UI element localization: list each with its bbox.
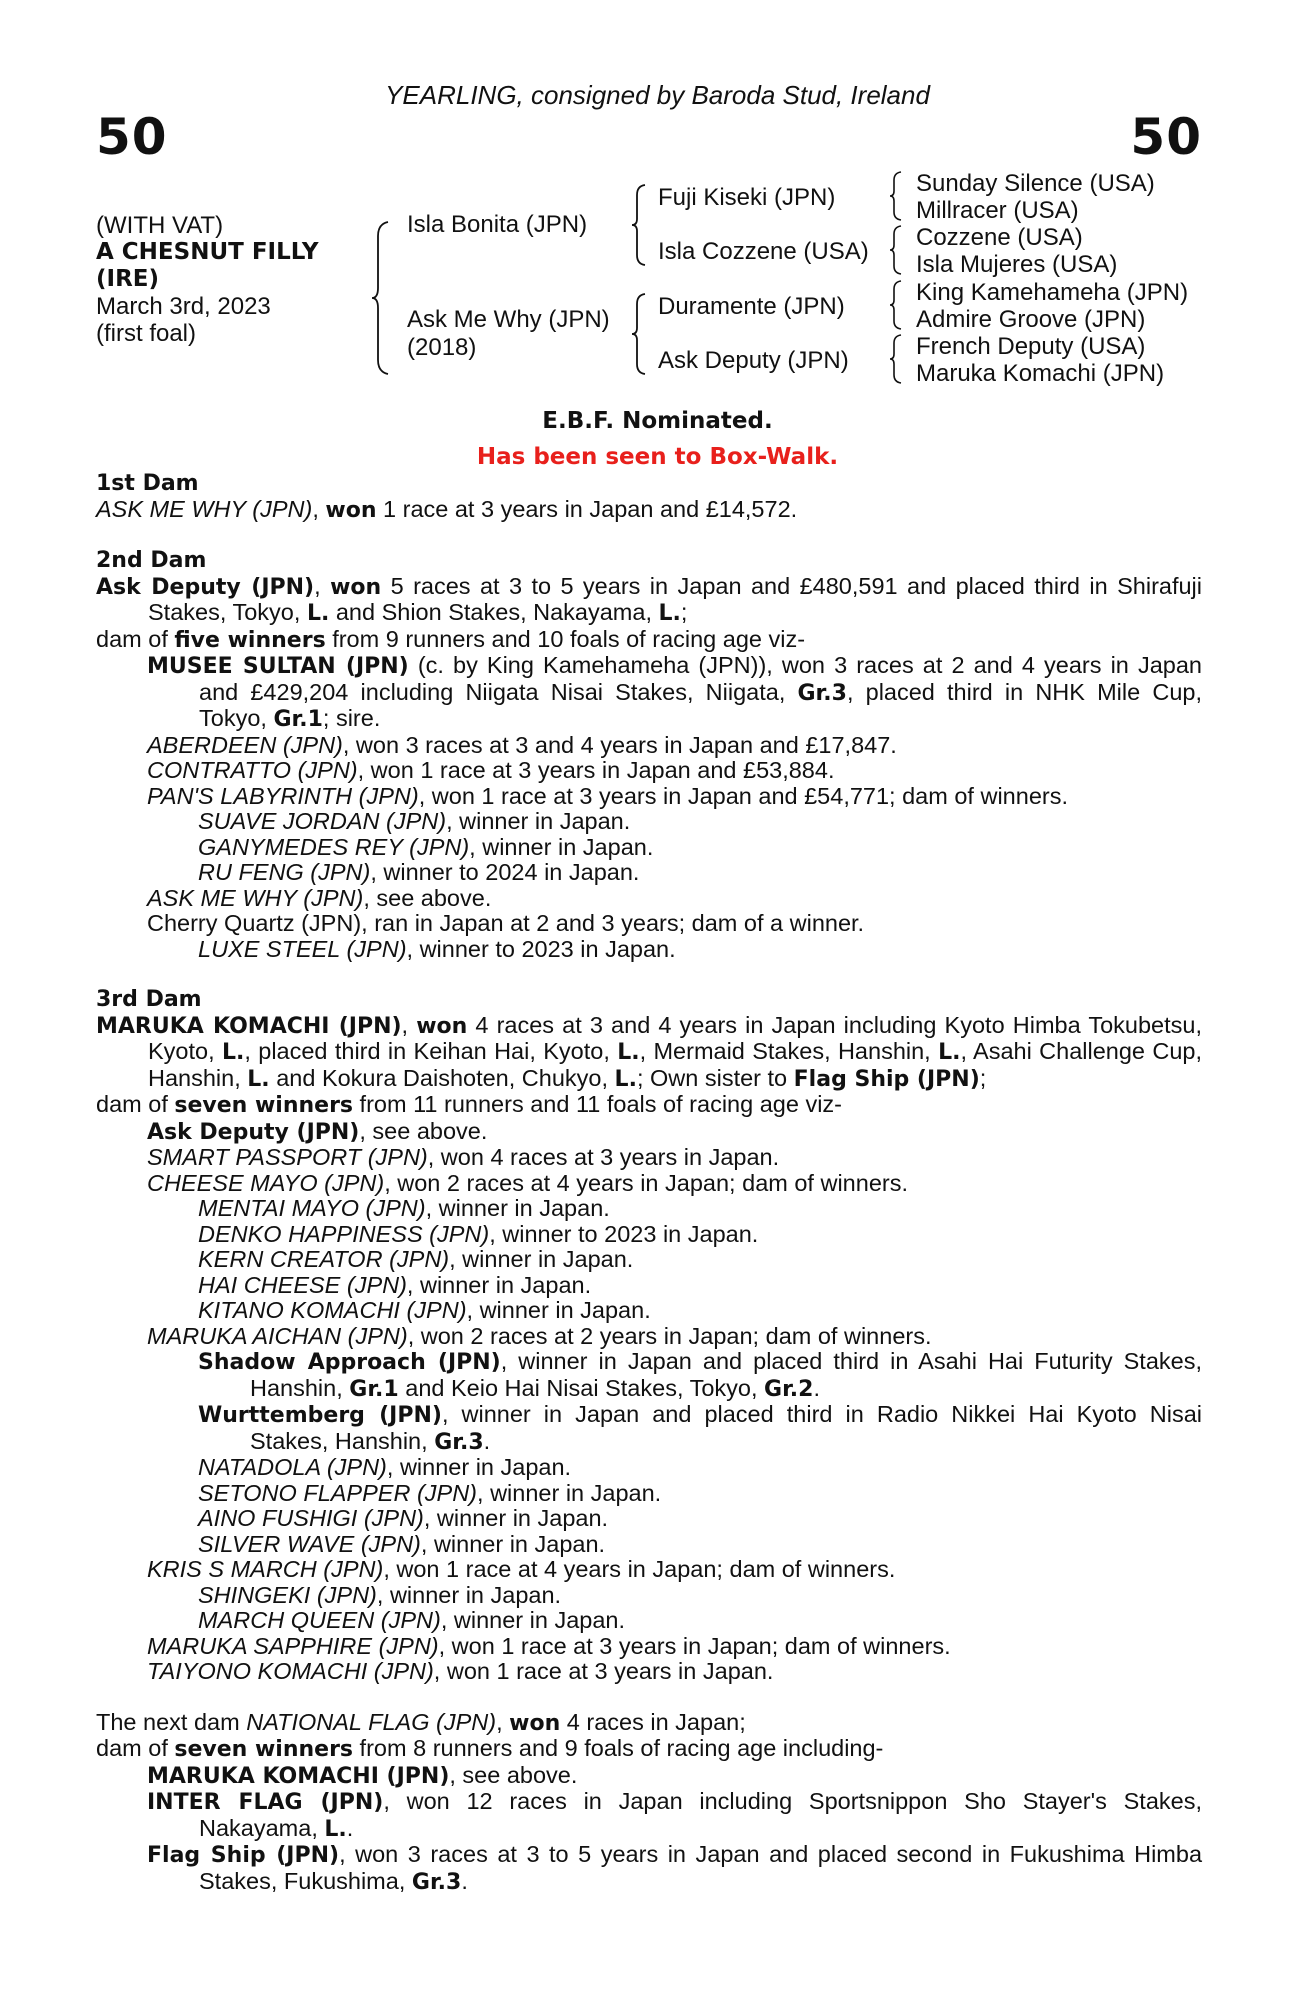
- pedigree-bracket-g3-2: [888, 224, 904, 276]
- list-item: MARUKA KOMACHI (JPN), see above.: [147, 1761, 578, 1789]
- pedigree-bracket-main: [370, 218, 392, 378]
- ebf-notice: E.B.F. Nominated.: [542, 408, 773, 434]
- list-item: DENKO HAPPINESS (JPN), winner to 2023 in Japan.: [198, 1220, 759, 1247]
- list-item: PAN'S LABYRINTH (JPN), won 1 race at 3 years in Japan and £54,771; dam of winners.: [147, 782, 1068, 809]
- list-item: HAI CHEESE (JPN), winner in Japan.: [198, 1271, 592, 1298]
- third-dam-heading: 3rd Dam: [96, 987, 202, 1012]
- list-item: TAIYONO KOMACHI (JPN), won 1 race at 3 years in Japan.: [147, 1658, 774, 1684]
- list-item: MARCH QUEEN (JPN), winner in Japan.: [198, 1607, 626, 1633]
- pedigree-dam-year: (2018): [407, 334, 477, 361]
- list-item: NATADOLA (JPN), winner in Japan.: [198, 1454, 572, 1480]
- second-dam-heading: 2nd Dam: [96, 548, 207, 573]
- next-dam-produce-summary: dam of seven winners from 8 runners and 9 foals of racing age including-: [96, 1735, 884, 1762]
- third-dam-entry: MARUKA KOMACHI (JPN), won 4 races at 3 and 4 years in Japan including Kyoto Himba Tokubetsu, Kyoto, L., placed third in Keihan Hai, Kyoto, L., Mermaid Stakes, Hanshin, L., Asahi Challenge Cup, Hanshin, L. and Kokura Daishoten, Chukyo, L.; Own sister to Flag Ship (JPN);: [96, 1011, 1202, 1092]
- foaling-date: March 3rd, 2023: [96, 293, 271, 320]
- list-item: MARUKA SAPPHIRE (JPN), won 1 race at 3 years in Japan; dam of winners.: [147, 1632, 951, 1659]
- list-item: Cherry Quartz (JPN), ran in Japan at 2 and 3 years; dam of a winner.: [147, 910, 865, 936]
- list-item: Wurttemberg (JPN), winner in Japan and placed third in Radio Nikkei Hai Kyoto Nisai Stakes, Hanshin, Gr.3.: [198, 1401, 1202, 1455]
- pedigree-g3-7: French Deputy (USA): [916, 333, 1146, 360]
- subject-block: [96, 212, 319, 347]
- list-item: MUSEE SULTAN (JPN) (c. by King Kamehameha (JPN)), won 3 races at 2 and 4 years in Japan and £429,204 including Niigata Nisai Stakes, Niigata, Gr.3, placed third in NHK Mile Cup, Tokyo, Gr.1; sire.: [147, 652, 1202, 732]
- list-item: KITANO KOMACHI (JPN), winner in Japan.: [198, 1297, 651, 1323]
- pedigree-g3-5: King Kamehameha (JPN): [916, 279, 1189, 306]
- list-item: SETONO FLAPPER (JPN), winner in Japan.: [198, 1479, 662, 1506]
- pedigree-bracket-sire: [630, 183, 648, 267]
- pedigree-sire: Isla Bonita (JPN): [407, 211, 588, 238]
- list-item: SUAVE JORDAN (JPN), winner in Japan.: [198, 808, 631, 834]
- list-item: INTER FLAG (JPN), won 12 races in Japan including Sportsnippon Sho Stayer's Stakes, Nakayama, L..: [147, 1788, 1202, 1842]
- pedigree-sire-sire: Fuji Kiseki (JPN): [658, 184, 836, 211]
- pedigree-dam-sire: Duramente (JPN): [658, 293, 845, 320]
- pedigree-dam-dam: Ask Deputy (JPN): [658, 347, 849, 374]
- pedigree-sire-dam: Isla Cozzene (USA): [658, 238, 869, 265]
- list-item: SILVER WAVE (JPN), winner in Japan.: [198, 1530, 606, 1557]
- pedigree-bracket-g3-3: [888, 279, 904, 331]
- list-item: CHEESE MAYO (JPN), won 2 races at 4 years in Japan; dam of winners.: [147, 1169, 908, 1196]
- list-item: ASK ME WHY (JPN), see above.: [147, 884, 492, 911]
- vat-note: (WITH VAT): [96, 212, 224, 239]
- list-item: Flag Ship (JPN), won 3 races at 3 to 5 years in Japan and placed second in Fukushima Himba Stakes, Fukushima, Gr.3.: [147, 1841, 1203, 1895]
- pedigree-g3-6: Admire Groove (JPN): [916, 306, 1146, 333]
- list-item: KRIS S MARCH (JPN), won 1 race at 4 years in Japan; dam of winners.: [147, 1556, 896, 1582]
- pedigree-g3-4: Isla Mujeres (USA): [916, 251, 1118, 278]
- second-dam-entry: Ask Deputy (JPN), won 5 races at 3 to 5 years in Japan and £480,591 and placed third in Shirafuji Stakes, Tokyo, L. and Shion Stakes, Nakayama, L.;: [96, 572, 1203, 626]
- list-item: MARUKA AICHAN (JPN), won 2 races at 2 years in Japan; dam of winners.: [147, 1322, 932, 1349]
- pedigree-bracket-g3-4: [888, 333, 904, 385]
- pedigree-g3-8: Maruka Komachi (JPN): [916, 360, 1165, 387]
- list-item: KERN CREATOR (JPN), winner in Japan.: [198, 1246, 634, 1272]
- subject-description: A CHESNUT FILLY: [96, 239, 319, 265]
- pedigree-bracket-dam: [630, 292, 648, 376]
- lot-number-left: 50: [96, 108, 168, 166]
- pedigree-dam: Ask Me Why (JPN): [407, 306, 610, 333]
- boxwalk-notice: Has been seen to Box-Walk.: [476, 444, 839, 470]
- first-foal-note: (first foal): [96, 320, 197, 347]
- pedigree-g3-3: Cozzene (USA): [916, 224, 1083, 251]
- second-dam-produce-summary: dam of five winners from 9 runners and 10 foals of racing age viz-: [96, 625, 806, 653]
- first-dam-entry: ASK ME WHY (JPN), won 1 race at 3 years in Japan and £14,572.: [96, 495, 798, 523]
- third-dam-produce-summary: dam of seven winners from 11 runners and 11 foals of racing age viz-: [96, 1091, 842, 1118]
- list-item: RU FENG (JPN), winner to 2024 in Japan.: [198, 859, 640, 885]
- list-item: ABERDEEN (JPN), won 3 races at 3 and 4 years in Japan and £17,847.: [147, 731, 897, 758]
- list-item: CONTRATTO (JPN), won 1 race at 3 years in Japan and £53,884.: [147, 757, 835, 783]
- list-item: AINO FUSHIGI (JPN), winner in Japan.: [198, 1505, 609, 1531]
- list-item: Shadow Approach (JPN), winner in Japan and placed third in Asahi Hai Futurity Stakes, Hanshin, Gr.1 and Keio Hai Nisai Stakes, Tokyo, Gr.2.: [198, 1348, 1202, 1402]
- first-dam-heading: 1st Dam: [96, 471, 199, 496]
- consignment-line: YEARLING, consigned by Baroda Stud, Ireland: [385, 80, 930, 110]
- pedigree-g3-2: Millracer (USA): [916, 197, 1079, 224]
- list-item: MENTAI MAYO (JPN), winner in Japan.: [198, 1195, 610, 1221]
- next-dam-entry: The next dam NATIONAL FLAG (JPN), won 4 races in Japan;: [96, 1708, 746, 1736]
- list-item: GANYMEDES REY (JPN), winner in Japan.: [198, 833, 654, 860]
- subject-description-2: (IRE): [96, 266, 160, 292]
- list-item: SMART PASSPORT (JPN), won 4 races at 3 years in Japan.: [147, 1144, 780, 1170]
- pedigree-bracket-g3-1: [888, 170, 904, 222]
- lot-number-right: 50: [1130, 108, 1202, 166]
- catalogue-body: [96, 471, 1202, 1895]
- list-item: SHINGEKI (JPN), winner in Japan.: [198, 1581, 562, 1608]
- list-item: Ask Deputy (JPN), see above.: [147, 1117, 488, 1145]
- list-item: LUXE STEEL (JPN), winner to 2023 in Japan.: [198, 935, 676, 962]
- pedigree-g3-1: Sunday Silence (USA): [916, 170, 1155, 197]
